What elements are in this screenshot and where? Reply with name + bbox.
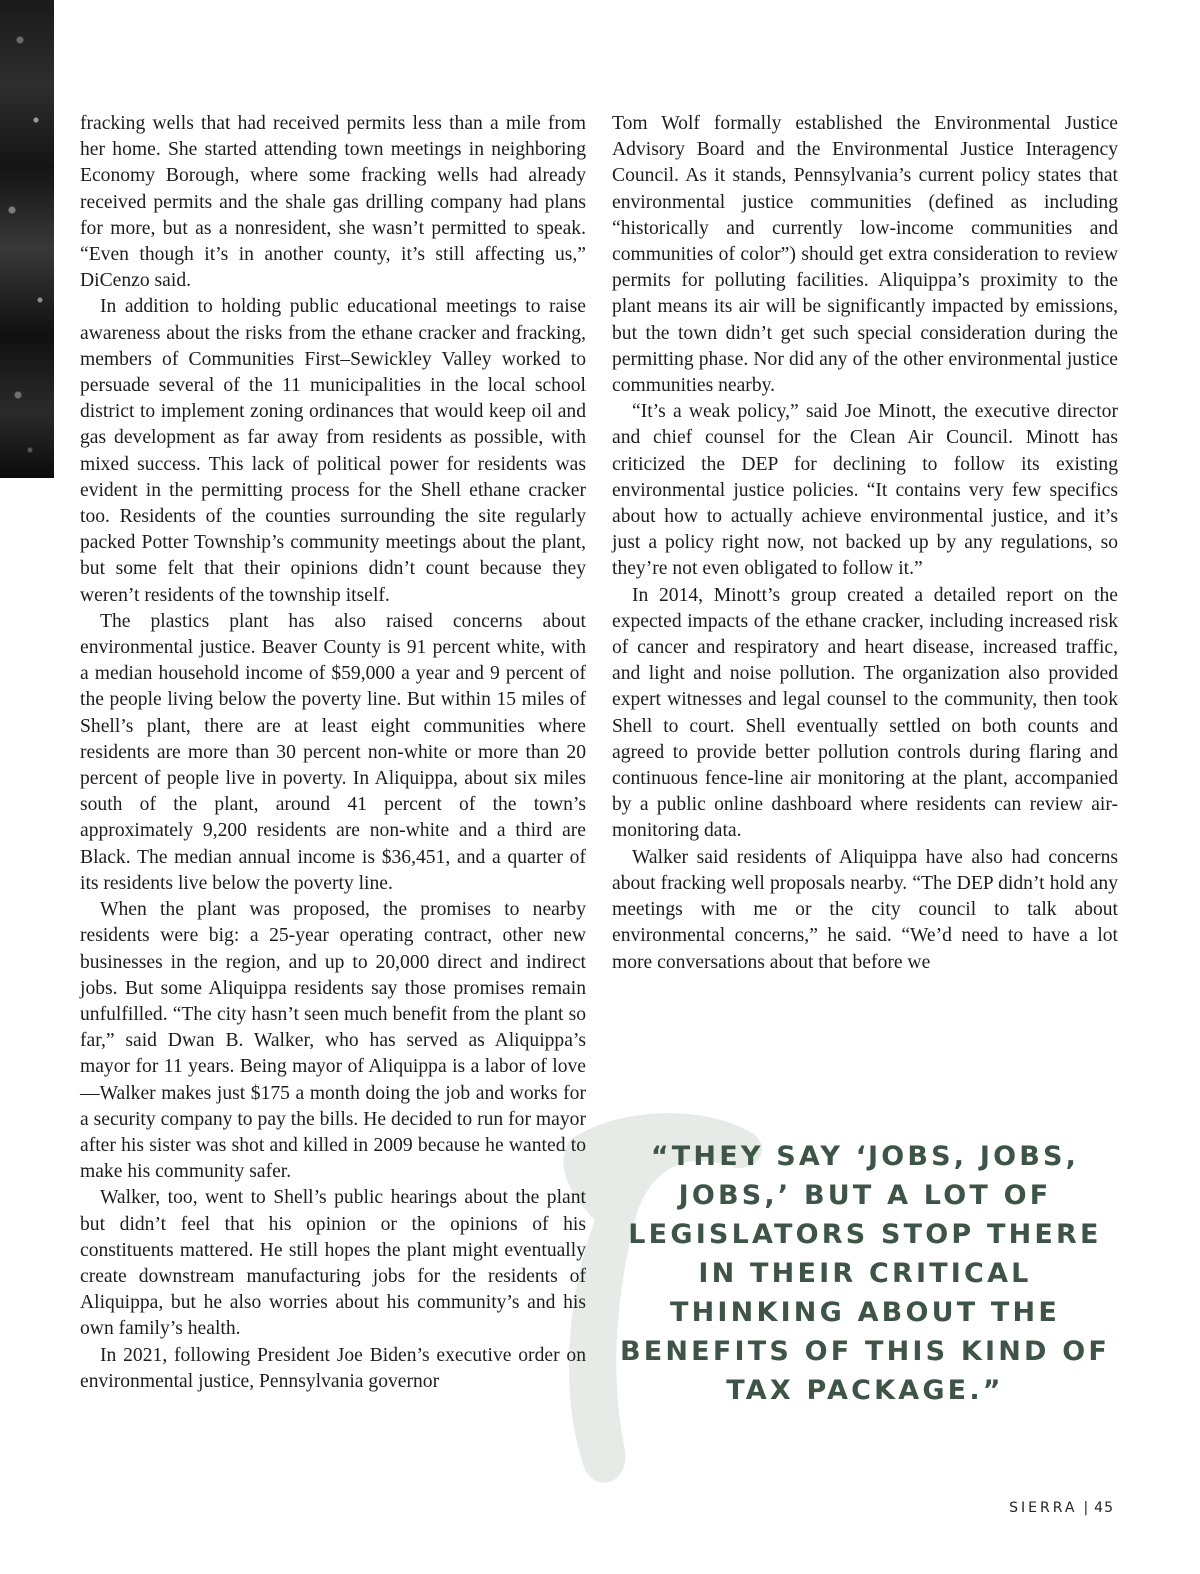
folio-separator: | — [1083, 1500, 1089, 1516]
page-number: 45 — [1094, 1500, 1114, 1516]
paragraph: In 2014, Minott’s group created a detailed report on the expected impacts of the ethane cracker, including increased risk of cancer and respiratory and heart disease, increased traffic, and light and noise pollution. The organization also provided expert witnesses and legal counsel to the community, then took Shell to court. Shell eventually settled on both counts and agreed to provide better pollution controls during flaring and continuous fence-line air monitoring at the plant, accompanied by a public online dashboard where residents can review air-monitoring data. — [612, 584, 1118, 842]
paragraph: The plastics plant has also raised concerns about environmental justice. Beaver County is 91 percent white, with a median household income of $59,000 a year and 9 percent of the people living below the poverty line. But within 15 miles of Shell’s plant, there are at least eight communities where residents are more than 30 percent non-white or more than 20 percent of people live in poverty. In Aliquippa, about six miles south of the plant, around 41 percent of the town’s approximately 9,200 residents are non-white and a third are Black. The median annual income is $36,451, and a quarter of its residents live below the poverty line. — [80, 610, 586, 894]
paragraph: Tom Wolf formally established the Environmental Justice Advisory Board and the Environmental Justice Interagency Council. As it stands, Pennsylvania’s current policy states that environmental justice communities (defined as including “historically and currently low-income communities and communities of color”) should get extra consideration to review permits for polluting facilities. Aliquippa’s proximity to the plant means its air will be significantly impacted by emissions, but the town didn’t get such special consideration during the permitting phase. Nor did any of the other environmental justice communities nearby. — [612, 113, 1118, 397]
pull-quote: “THEY SAY ‘JOBS, JOBS, JOBS,’ BUT A LOT OF LEGISLATORS STOP THERE IN THEIR CRITICAL THINKING ABOUT THE BENEFITS OF THIS KIND OF TAX PACKAGE.” — [619, 1141, 1111, 1406]
article-column-right — [612, 111, 1118, 976]
article-column-left — [80, 111, 586, 1395]
paragraph: fracking wells that had received permits less than a mile from her home. She started attending town meetings in neighboring Economy Borough, where some fracking wells had already received permits and the shale gas drilling company had plans for more, but as a nonresident, she wasn’t permitted to speak. “Even though it’s in another county, it’s still affecting us,” DiCenzo said. — [80, 113, 586, 292]
paragraph: In addition to holding public educational meetings to raise awareness about the risks from the ethane cracker and fracking, members of Communities First–Sewickley Valley worked to persuade several of the 11 municipalities in the local school district to implement zoning ordinances that would keep oil and gas development as far away from residents as possible, with mixed success. This lack of political power for residents was evident in the permitting process for the Shell ethane cracker too. Residents of the counties surrounding the site regularly packed Potter Township’s community meetings about the plant, but some felt that their opinions didn’t count because they weren’t residents of the township itself. — [80, 296, 586, 606]
paragraph: Walker said residents of Aliquippa have also had concerns about fracking well proposals nearby. “The DEP didn’t hold any meetings with me or the city council to talk about environmental concerns,” he said. “We’d need to have a lot more conversations about that before we — [612, 846, 1118, 973]
page-folio — [1009, 1500, 1114, 1516]
paragraph: Walker, too, went to Shell’s public hearings about the plant but didn’t feel that his opinion or the opinions of his constituents mattered. He still hopes the plant might eventually create downstream manufacturing jobs for the residents of Aliquippa, but he also worries about his community’s and his own family’s health. — [80, 1187, 586, 1340]
photo-edge-strip — [0, 0, 54, 478]
paragraph: In 2021, following President Joe Biden’s executive order on environmental justice, Pennsylvania governor — [80, 1344, 586, 1392]
paragraph: “It’s a weak policy,” said Joe Minott, the executive director and chief counsel for the Clean Air Council. Minott has criticized the DEP for declining to follow its existing environmental justice policies. “It contains very few specifics about how to actually achieve environmental justice, and it’s just a policy right now, not backed up by any regulations, so they’re not even obligated to follow it.” — [612, 401, 1118, 580]
magazine-name: SIERRA — [1009, 1500, 1078, 1516]
paragraph: When the plant was proposed, the promises to nearby residents were big: a 25-year operating contract, other new businesses in the region, and up to 20,000 direct and indirect jobs. But some Aliquippa residents say those promises remain unfulfilled. “The city hasn’t seen much benefit from the plant so far,” said Dwan B. Walker, who has served as Aliquippa’s mayor for 11 years. Being mayor of Aliquippa is a labor of love—Walker makes just $175 a month doing the job and works for a security company to pay the bills. He decided to run for mayor after his sister was shot and killed in 2009 because he wanted to make his community safer. — [80, 899, 586, 1183]
